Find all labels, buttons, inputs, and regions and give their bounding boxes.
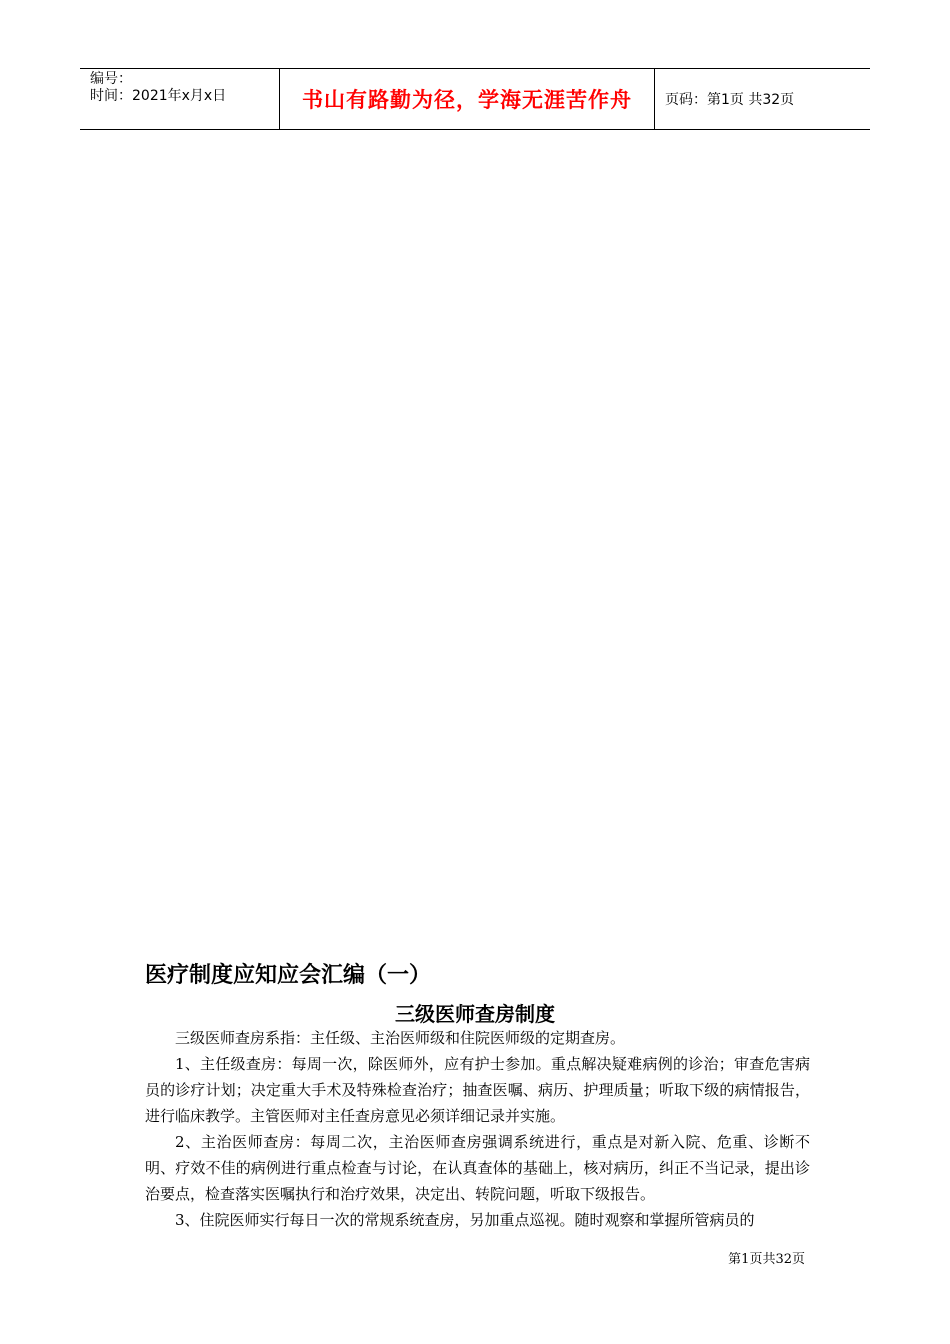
paragraph: 1、主任级查房：每周一次，除医师外，应有护士参加。重点解决疑难病例的诊治；审查危害病员的诊疗计划；决定重大手术及特殊检查治疗；抽查医嘱、病历、护理质量；听取下级的病情报告，进行临床教学。主管医师对主任查房意见必须详细记录并实施。 — [145, 1055, 810, 1125]
document-title: 医疗制度应知应会汇编（一） — [145, 963, 432, 988]
paragraph: 三级医师查房系指：主任级、主治医师级和住院医师级的定期查房。 — [175, 1029, 626, 1047]
paragraph: 3、住院医师实行每日一次的常规系统查房，另加重点巡视。随时观察和掌握所管病员的 — [175, 1211, 755, 1229]
header-meta — [80, 69, 280, 129]
document-time-label: 时间：2021年x月x日 — [90, 88, 227, 104]
document-body — [145, 1025, 810, 1233]
header-page-info: 页码：第1页 共32页 — [665, 92, 795, 108]
header-motto: 书山有路勤为径，学海无涯苦作舟 — [280, 69, 655, 129]
paragraph: 2、主治医师查房：每周二次，主治医师查房强调系统进行，重点是对新入院、危重、诊断不明、疗效不佳的病例进行重点检查与讨论，在认真查体的基础上，核对病历，纠正不当记录，提出诊治要点，检查落实医嘱执行和治疗效果，决定出、转院问题，听取下级报告。 — [145, 1133, 810, 1203]
document-header — [80, 68, 870, 130]
document-number-label: 编号： — [90, 71, 132, 87]
section-title: 三级医师查房制度 — [395, 1002, 555, 1026]
page-footer: 第1页共32页 — [728, 1252, 805, 1267]
